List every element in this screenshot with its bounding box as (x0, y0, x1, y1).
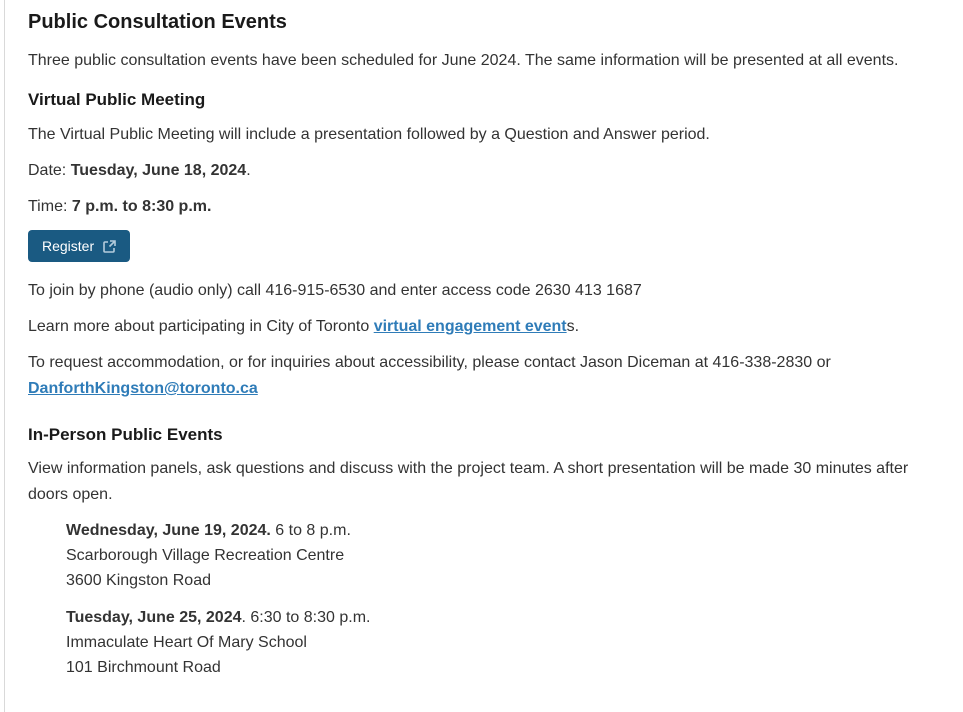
event-date: Wednesday, June 19, 2024. (66, 522, 271, 539)
learn-more-suffix: s. (566, 318, 580, 335)
virtual-meeting-heading: Virtual Public Meeting (28, 90, 206, 109)
meeting-time-line (28, 194, 943, 220)
accessibility-paragraph (28, 350, 943, 402)
event-list (28, 518, 943, 680)
accessibility-text: To request accommodation, or for inquiries about accessibility, please contact Jason Diceman at 416-338-2830 or (28, 354, 831, 371)
event-date: Tuesday, June 25, 2024 (66, 609, 242, 626)
register-button-label: Register (42, 238, 95, 254)
register-button-row (28, 230, 943, 262)
date-value: Tuesday, June 18, 2024 (70, 162, 247, 179)
learn-more-prefix: Learn more about participating in City of Toronto (28, 318, 374, 335)
event-address: 3600 Kingston Road (66, 572, 211, 589)
event-venue: Immaculate Heart Of Mary School (66, 634, 307, 651)
event-time: 6 to 8 p.m. (270, 522, 351, 539)
event-address: 101 Birchmount Road (66, 659, 221, 676)
time-label: Time: (28, 198, 72, 215)
date-suffix: . (246, 162, 251, 179)
event-date-time (66, 518, 943, 543)
event-venue: Scarborough Village Recreation Centre (66, 547, 345, 564)
learn-more-paragraph (28, 314, 943, 340)
meeting-date-line (28, 158, 943, 184)
accessibility-email-link[interactable]: DanforthKingston@toronto.ca (28, 380, 258, 397)
virtual-engagement-events-link[interactable]: virtual engagement event (373, 318, 567, 335)
event-date-time (66, 605, 943, 630)
intro-paragraph: Three public consultation events have been scheduled for June 2024. The same information will be presented at all events. (28, 52, 899, 69)
event-item-june-19 (66, 518, 943, 593)
in-person-description: View information panels, ask questions and discuss with the project team. A short presentation will be made 30 minutes after doors open. (28, 460, 909, 503)
event-time: . 6:30 to 8:30 p.m. (241, 609, 371, 626)
external-link-icon (103, 240, 116, 253)
phone-info-paragraph: To join by phone (audio only) call 416-915-6530 and enter access code 2630 413 1687 (28, 282, 642, 299)
time-value: 7 p.m. to 8:30 p.m. (71, 198, 212, 215)
in-person-heading: In-Person Public Events (28, 425, 223, 444)
page-title: Public Consultation Events (28, 11, 287, 33)
virtual-meeting-description: The Virtual Public Meeting will include a presentation followed by a Question and Answer period. (28, 126, 710, 143)
date-label: Date: (28, 162, 71, 179)
register-button[interactable] (28, 230, 130, 262)
content-left-border (4, 0, 5, 712)
event-item-june-25 (66, 605, 943, 680)
